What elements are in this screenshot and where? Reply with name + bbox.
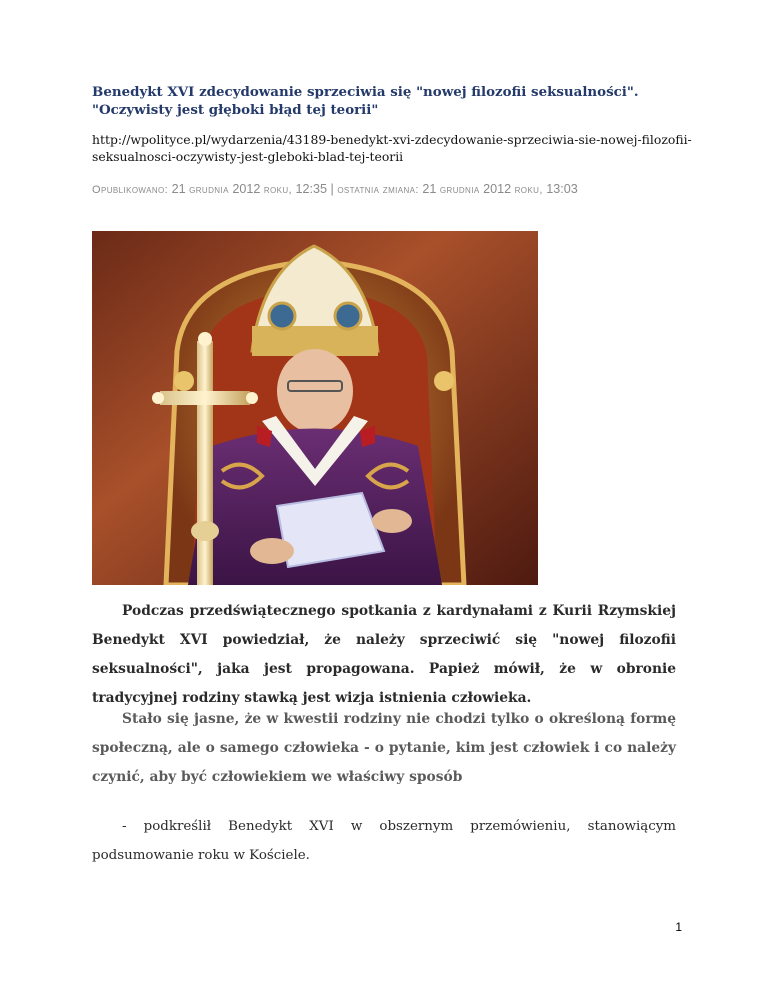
article-title-line2: "Oczywisty jest głęboki błąd tej teorii"	[92, 102, 379, 118]
modified-month: grudnia	[439, 184, 480, 196]
modified-label: ostatnia zmiana:	[337, 184, 419, 196]
attribution-paragraph: - podkreślił Benedykt XVI w obszernym przemówieniu, stanowiącym podsumowanie roku w Kościele.	[92, 819, 676, 863]
published-year-word: roku,	[263, 184, 293, 196]
page-number: 1	[675, 920, 682, 934]
modified-year-word: roku,	[514, 184, 543, 196]
modified-day: 21	[422, 182, 437, 196]
pope-photo	[92, 231, 538, 585]
modified-year: 2012	[483, 182, 512, 196]
published-time: 12:35	[295, 182, 328, 196]
quote-paragraph: Stało się jasne, że w kwestii rodziny nie chodzi tylko o określoną formę społeczną, ale o samego człowieka - o pytanie, kim jest człowiek i co należy czynić, aby być człowiekiem we właściwy sposób	[92, 711, 676, 785]
published-month: grudnia	[189, 184, 229, 196]
published-label: Opublikowano:	[92, 184, 169, 196]
modified-time: 13:03	[546, 182, 578, 196]
publication-meta	[92, 180, 712, 199]
published-day: 21	[171, 182, 186, 196]
meta-separator: |	[330, 182, 334, 196]
article-title-line1: Benedykt XVI zdecydowanie sprzeciwia się "nowej filozofii seksualności".	[92, 84, 639, 100]
published-year: 2012	[232, 182, 261, 196]
lead-paragraph: Podczas przedświątecznego spotkania z kardynałami z Kurii Rzymskiej Benedykt XVI powiedział, że należy sprzeciwić się "nowej filozofii seksualności", jaka jest propagowana. Papież mówił, że w obronie tradycyjnej rodziny stawką jest wizja istnienia człowieka.	[92, 603, 676, 706]
article-source-url[interactable]: http://wpolityce.pl/wydarzenia/43189-benedykt-xvi-zdecydowanie-sprzeciwia-sie-nowej-filozofii-seksualnosci-oczywisty-jest-gleboki-blad-tej-teorii	[92, 132, 692, 164]
article-title	[92, 83, 692, 119]
